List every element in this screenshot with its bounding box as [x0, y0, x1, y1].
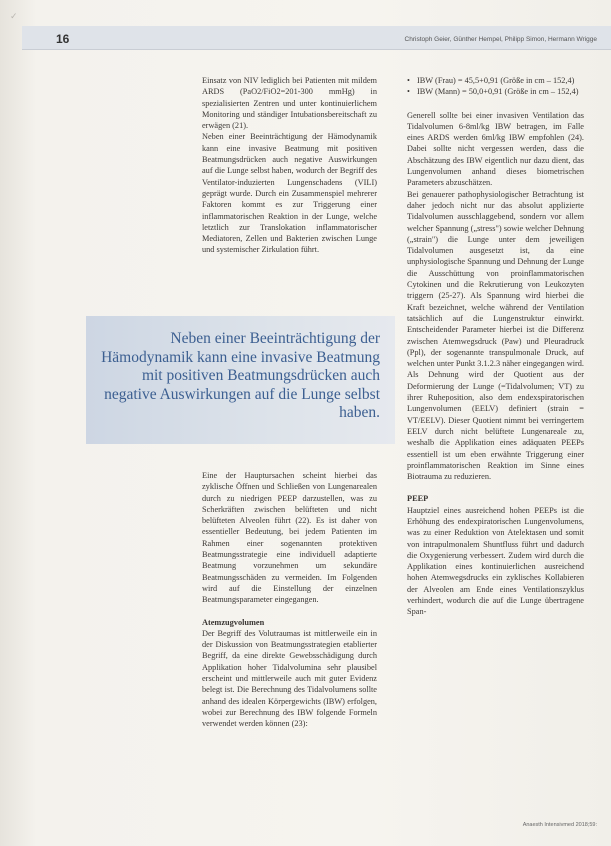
list-item: • IBW (Mann) = 50,0+0,91 (Größe in cm – 152,4): [407, 86, 584, 97]
paragraph: Einsatz von NIV lediglich bei Patienten mit mildem ARDS (PaO2/FiO2=201-300 mmHg) in spezialisierten Zentren und unter kontinuierlichem Monitoring und ständiger Intubationsbereitschaft zu erwägen (21).: [202, 76, 377, 131]
journal-footer: Anaesth Intensivmed 2018;59:: [522, 822, 597, 828]
section-heading-atemzugvolumen: Atemzugvolumen: [202, 617, 265, 627]
list-item: • IBW (Frau) = 45,5+0,91 (Größe in cm – 152,4): [407, 75, 584, 86]
ibw-formula-list: [407, 75, 584, 98]
left-column-bottom: [202, 470, 377, 828]
paragraph: Hauptziel eines ausreichend hohen PEEPs ist die Erhöhung des endexpiratorischen Lungenvolumens, was zu einer Reduktion von Atelektasen und somit von intrapulmonalem Shuntfluss führt und dadurch die Oxygenierung verbessert. Zudem wird durch die Applikation eines kontinuierlichen ausreichend hohen Atemwegsdrucks ein zyklisches Kollabieren der Alveolen am Ende eines Ventilationszyklus verhindert, wodurch die auf die Lunge übertragene Span-: [407, 505, 584, 617]
pull-quote: Neben einer Beeinträchtigung der Hämodynamik kann eine invasive Beatmung mit positiven Beatmungsdrücken auch negative Auswirkungen auf die Lunge selbst haben.: [101, 330, 380, 421]
paragraph: Der Begriff des Volutraumas ist mittlerweile ein in der Diskussion von Beatmungsstrategien etablierter Begriff, da eine direkte Gewebsschädigung durch Applikation hoher Tidalvolumina sehr plausibel erscheint und mittlerweile auch mit guter Evidenz belegt ist. Die Berechnung des Tidalvolumens sollte anhand des idealen Körpergewichts (IBW) erfolgen, wobei zur Berechnung des IBW folgende Formeln verwendet werden können (23):: [202, 628, 377, 729]
running-head-authors: Christoph Geier, Günther Hempel, Philipp Simon, Hermann Wrigge: [404, 36, 597, 43]
right-column: [407, 75, 584, 827]
page-number: 16: [56, 32, 70, 46]
paragraph: Neben einer Beeinträchtigung der Hämodynamik kann eine invasive Beatmung mit positiven Beatmungsdrücken auch negative Auswirkungen auf die Lunge selbst haben, wodurch der Begriff des Ventilator-induzierten Lungenschadens (VILI) geprägt wurde. Durch ein Zusammenspiel mehrerer Faktoren kommt es zur Triggerung einer inflammatorischen Reaktion in der Lunge, welche letztlich zur Translokation inflammatorischer Mediatoren, Zellen und Bakterien zwischen Lunge und systemischer Zirkulation führt.: [202, 132, 377, 255]
paragraph: Eine der Hauptursachen scheint hierbei das zyklische Öffnen und Schließen von Lungenarealen durch zu niedrigen PEEP darzustellen, was zu Scherkräften zwischen belüfteten und nicht belüfteten Alveolen führt (22). Es ist daher von essentieller Bedeutung, bei jedem Patienten im Rahmen einer sogenannten protektiven Beatmungsstrategie eine individuell adaptierte Beatmung vorzunehmen um sekundäre Beatmungsschäden zu vermeiden. Im Folgenden wird auf die Einstellung der einzelnen Beatmungsparameter eingegangen.: [202, 471, 377, 605]
paragraph: Generell sollte bei einer invasiven Ventilation das Tidalvolumen 6-8ml/kg IBW betragen, im Falle eines ARDS werden 6ml/kg IBW empfohlen (24). Dabei sollte nicht vergessen werden, dass die Abschätzung des IBW eigentlich nur dazu dient, das Lungenvolumen anhand dieses biometrischen Parameters abzuschätzen.: [407, 110, 584, 188]
section-heading-peep: PEEP: [407, 494, 429, 504]
left-column-top: [202, 75, 377, 303]
corner-fold-mark: ✓: [10, 12, 18, 22]
paragraph: Bei genauerer pathophysiologischer Betrachtung ist daher jedoch nicht nur das absolut applizierte Tidalvolumen ausschlaggebend, sondern vor allem welcher Spannung („stress") sowie welcher Dehnung („strain") die Lunge unter dem jeweiligen Tidalvolumen ausgesetzt ist, da eine unphysiologische Spannung und Dehnung der Lunge die Ausschüttung von proinflammatorischen Cytokinen und die Rekrutierung von Leukozyten triggern (25-27). Als Spannung wird hierbei die Kraft bezeichnet, welche während der Ventilation tatsächlich auf die Lungenstruktur einwirkt. Entscheidender Parameter hierbei ist die Differenz zwischen Atemwegsdruck (Paw) und Pleuradruck (Ppl), der sogenannte transpulmonale Druck, auf welchen unter Punkt 3.1.2.3 näher eingegangen wird. Als Dehnung wird der Quotient aus der Deformierung der Lunge (=Tidalvolumen; VT) zu ihrer Ruheposition, also dem endexspiratorischen Lungenvolumen (EELV) definiert (strain = VT/EELV). Dieser Quotient nimmt bei verringertem EELV durch nicht belüftete Lungenareale zu, weshalb die Applikation eines adäquaten PEEPs essentiell ist um eben erwähnte Triggerung einer proinflammatorischen Reaktion im Sinne eines Biotrauma zu reduzieren.: [407, 189, 584, 482]
